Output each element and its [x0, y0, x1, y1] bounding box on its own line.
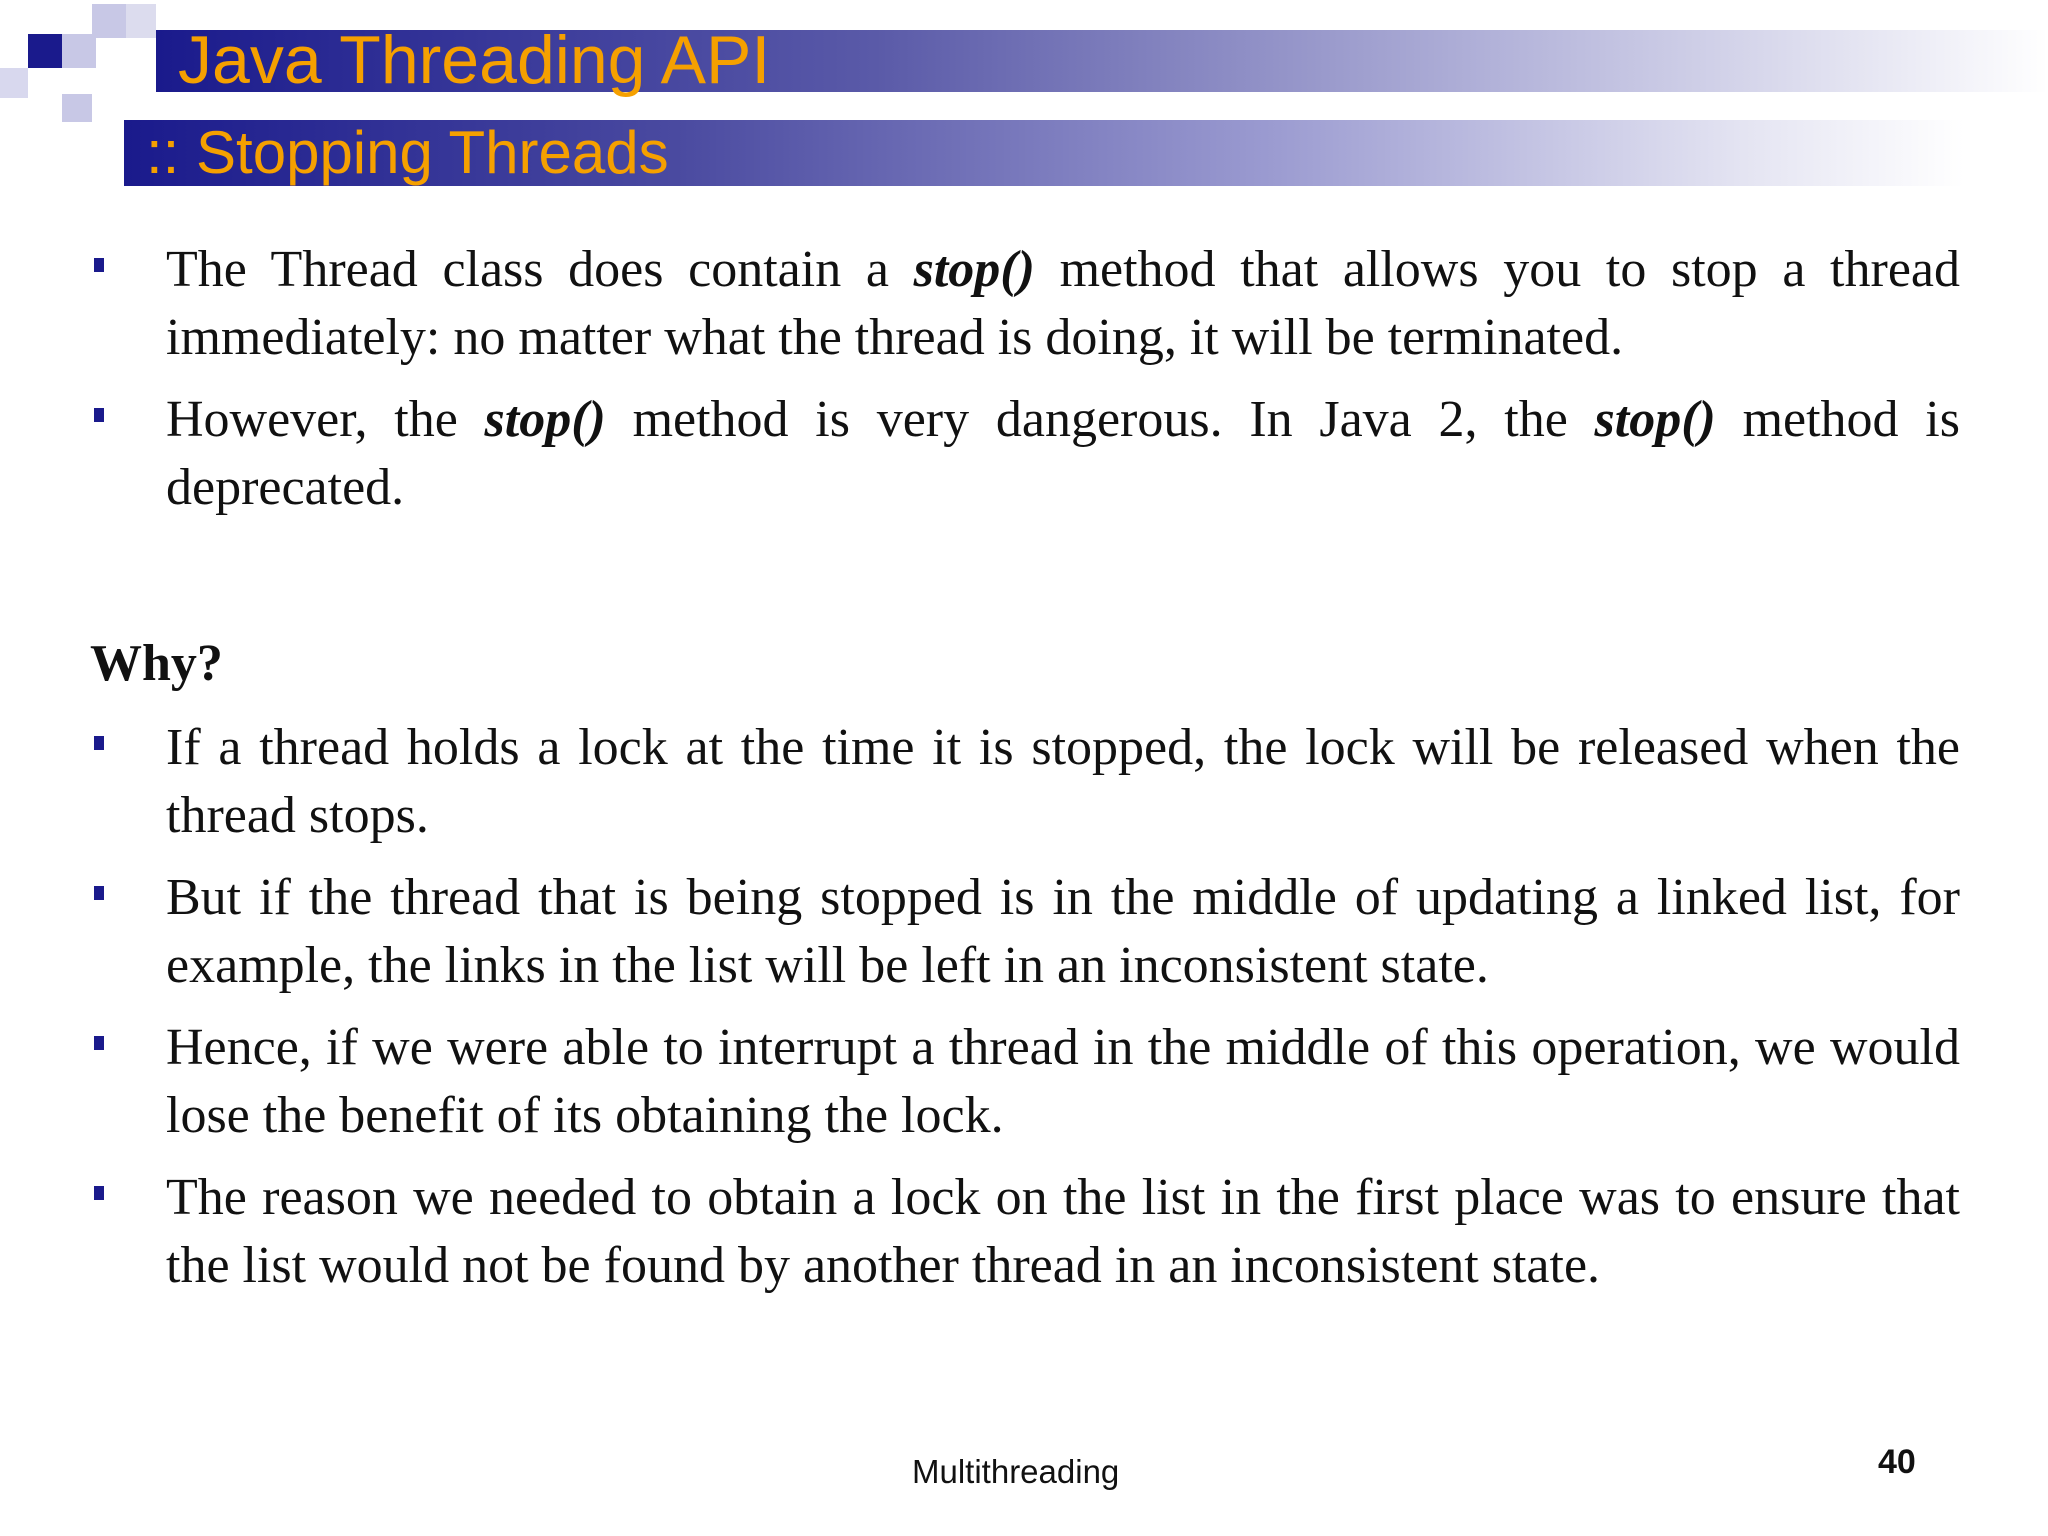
method-keyword: stop(): [1594, 391, 1716, 448]
footer-label: Multithreading: [912, 1453, 1120, 1490]
method-keyword: stop(): [484, 391, 606, 448]
why-bullet-list: [90, 714, 1960, 1300]
slide-body: [90, 236, 1960, 1314]
decor-square-light: [92, 4, 126, 38]
square-bullet-icon: [94, 1036, 104, 1050]
square-bullet-icon: [94, 258, 104, 272]
square-bullet-icon: [94, 408, 104, 422]
square-bullet-icon: [94, 1186, 104, 1200]
list-item: The reason we needed to obtain a lock on the list in the first place was to ensure that the list would not be found by another thread in an inconsistent state.: [90, 1164, 1960, 1300]
slide-title: Java Threading API: [178, 22, 771, 98]
page-number: 40: [1878, 1443, 1916, 1481]
list-item: However, the stop() method is very dangerous. In Java 2, the stop() method is deprecated.: [90, 386, 1960, 522]
why-heading: Why?: [90, 635, 223, 692]
decor-square-light: [126, 4, 156, 38]
decor-square-light: [62, 34, 96, 68]
list-item: If a thread holds a lock at the time it is stopped, the lock will be released when the thread stops.: [90, 714, 1960, 850]
slide-subtitle: :: Stopping Threads: [146, 119, 669, 186]
method-keyword: stop(): [913, 241, 1035, 298]
decor-square-light: [0, 68, 28, 98]
intro-bullet-list: [90, 236, 1960, 522]
decor-square-dark: [28, 34, 62, 68]
list-item: But if the thread that is being stopped is in the middle of updating a linked list, for example, the links in the list will be left in an inconsistent state.: [90, 864, 1960, 1000]
decor-square-light: [62, 94, 92, 122]
square-bullet-icon: [94, 886, 104, 900]
list-item: Hence, if we were able to interrupt a thread in the middle of this operation, we would lose the benefit of its obtaining the lock.: [90, 1014, 1960, 1150]
square-bullet-icon: [94, 736, 104, 750]
list-item: The Thread class does contain a stop() method that allows you to stop a thread immediately: no matter what the thread is doing, it will be terminated.: [90, 236, 1960, 372]
